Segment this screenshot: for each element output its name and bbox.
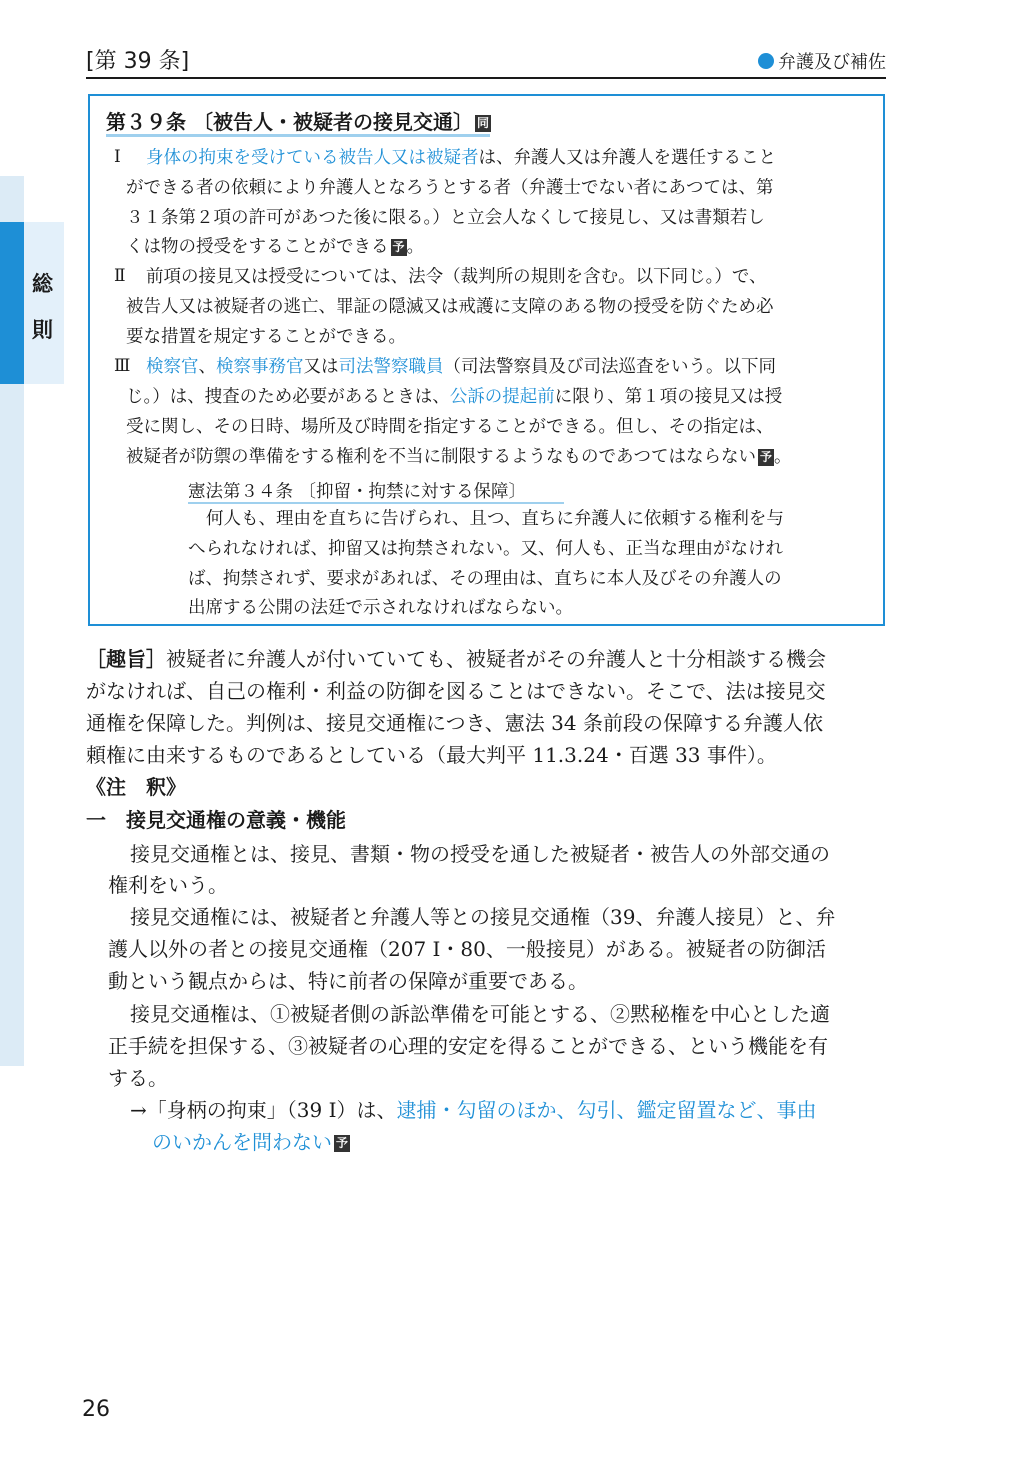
body-line-6: 接見交通権は、①被疑者側の訴訟準備を可能とする、②黙秘権を中心とした適: [130, 1002, 830, 1026]
body-line-7: 正手続を担保する、③被疑者の心理的安定を得ることができる、という機能を有: [108, 1034, 828, 1058]
purpose-line-3: 通権を保障した。判例は、接見交通権につき、憲法 34 条前段の保障する弁護人依: [86, 711, 823, 735]
badge-icon: 予: [336, 1136, 349, 1150]
title-underline: [106, 134, 490, 137]
commentary-heading: 《注 釈》: [86, 775, 186, 799]
purpose-line-1-text: 被疑者に弁護人が付いていても、被疑者がその弁護人と十分相談する機会: [166, 647, 826, 671]
ref-line-3: ば、拘禁されず、要求があれば、その理由は、直ちに本人及びその弁護人の: [188, 569, 782, 589]
note-line-2: [152, 1128, 350, 1156]
constitution-reference-title: 憲法第３４条 〔抑留・拘禁に対する保障〕: [188, 482, 527, 502]
term-prosecutor: 検察官: [146, 357, 199, 377]
reference-underline: [188, 502, 564, 504]
article-title: [106, 106, 491, 135]
p1-line-1: [146, 146, 776, 170]
paragraph-mark-3: Ⅲ: [114, 356, 131, 376]
badge-icon: 予: [760, 449, 773, 464]
purpose-line-1: [86, 645, 826, 673]
header-divider: [86, 77, 886, 79]
body-line-5: 動という観点からは、特に前者の保障が重要である。: [108, 969, 588, 993]
purpose-label: ［趣旨］: [86, 647, 166, 671]
p3-sep-1: 、: [198, 357, 216, 377]
purpose-line-2: がなければ、自己の権利・利益の防御を図ることはできない。そこで、法は接見交: [86, 679, 826, 703]
paragraph-mark-2: Ⅱ: [114, 266, 126, 286]
side-tab-label: [24, 222, 64, 384]
badge-icon: 同: [476, 116, 489, 130]
term-before-prosecution: 公訴の提起前: [449, 387, 555, 407]
p1-line-2: ができる者の依頼により弁護人となろうとする者（弁護士でない者にあつては、第: [126, 178, 774, 198]
section-label: [758, 48, 886, 74]
body-line-3: 接見交通権には、被疑者と弁護人等との接見交通権（39、弁護人接見）と、弁: [130, 905, 836, 929]
body-line-8: する。: [108, 1066, 168, 1090]
note-text: 「身柄の拘束」（39 Ⅰ）は、: [146, 1098, 397, 1122]
section-heading-1: 一 接見交通権の意義・機能: [86, 808, 346, 832]
p2-line-3: 要な措置を規定することができる。: [126, 327, 406, 347]
note-highlight-1: 逮捕・勾留のほか、勾引、鑑定留置など、事由: [396, 1098, 817, 1122]
note-highlight-2: のいかんを問わない: [152, 1130, 332, 1154]
p3-line-4-text: 被疑者が防禦の準備をする権利を不当に制限するようなものであつてはならない: [126, 447, 756, 467]
article-title-text: 第３９条 〔被告人・被疑者の接見交通〕: [106, 110, 473, 134]
ref-line-4: 出席する公開の法廷で示されなければならない。: [188, 598, 573, 618]
ref-line-2: へられなければ、抑留又は拘禁されない。又、何人も、正当な理由がなけれ: [188, 539, 783, 559]
p3-line-4: [126, 445, 792, 469]
p1-highlight: 身体の拘束を受けている被告人又は被疑者: [146, 148, 479, 168]
p3-line-3: 受に関し、その日時、場所及び時間を指定することができる。但し、その指定は、: [126, 417, 774, 437]
p1-line-4-end: 。: [406, 237, 425, 257]
page-number: 26: [82, 1397, 110, 1422]
p1-line-4: [126, 235, 424, 259]
p1-line-3: ３１条第２項の許可があつた後に限る。）と立会人なくして接見し、又は書類若し: [126, 208, 765, 228]
side-tab-marker: [0, 222, 24, 384]
body-line-2: 権利をいう。: [108, 873, 228, 897]
p3-line-2-rest: に限り、第１項の接見又は授: [554, 387, 783, 407]
ref-line-1: 何人も、理由を直ちに告げられ、且つ、直ちに弁護人に依頼する権利を与: [206, 509, 784, 529]
side-tab-char-1: 総: [32, 271, 53, 296]
p2-line-2: 被告人又は被疑者の逃亡、罪証の隠滅又は戒護に支障のある物の授受を防ぐため必: [126, 297, 774, 317]
p2-line-1: 前項の接見又は授受については、法令（裁判所の規則を含む。以下同じ。）で、: [146, 267, 767, 287]
badge-icon: 予: [392, 239, 405, 254]
p1-line-4-text: くは物の授受をすることができる: [126, 237, 389, 257]
p3-sep-2: 又は: [303, 357, 339, 377]
p3-line-4-end: 。: [774, 447, 792, 467]
arrow-icon: →: [130, 1098, 147, 1122]
body-line-4: 護人以外の者との接見交通権（207 Ⅰ・80、一般接見）がある。被疑者の防御活: [108, 937, 826, 961]
body-line-1: 接見交通権とは、接見、書類・物の授受を通した被疑者・被告人の外部交通の: [130, 842, 830, 866]
purpose-line-4: 頼権に由来するものであるとしている（最大判平 11.3.24・百選 33 事件）。: [86, 743, 777, 767]
paragraph-mark-1: Ⅰ: [114, 147, 121, 167]
bullet-dot-icon: [758, 53, 774, 69]
p1-line-1-rest: は、弁護人又は弁護人を選任すること: [478, 148, 776, 168]
article-reference: [第 39 条]: [86, 49, 190, 74]
p3-line-1-rest: （司法警察員及び司法巡査をいう。以下同: [443, 357, 776, 377]
p3-line-2-start: じ。）は、捜査のため必要があるときは、: [126, 387, 450, 407]
p3-line-2: [126, 385, 782, 409]
side-tab-char-2: 則: [32, 317, 53, 342]
section-title: 弁護及び補佐: [778, 52, 886, 73]
term-judicial-police: 司法警察職員: [338, 357, 444, 377]
note-line-1: [130, 1096, 816, 1124]
term-prosecution-officer: 検察事務官: [216, 357, 304, 377]
p3-line-1: [146, 355, 776, 379]
